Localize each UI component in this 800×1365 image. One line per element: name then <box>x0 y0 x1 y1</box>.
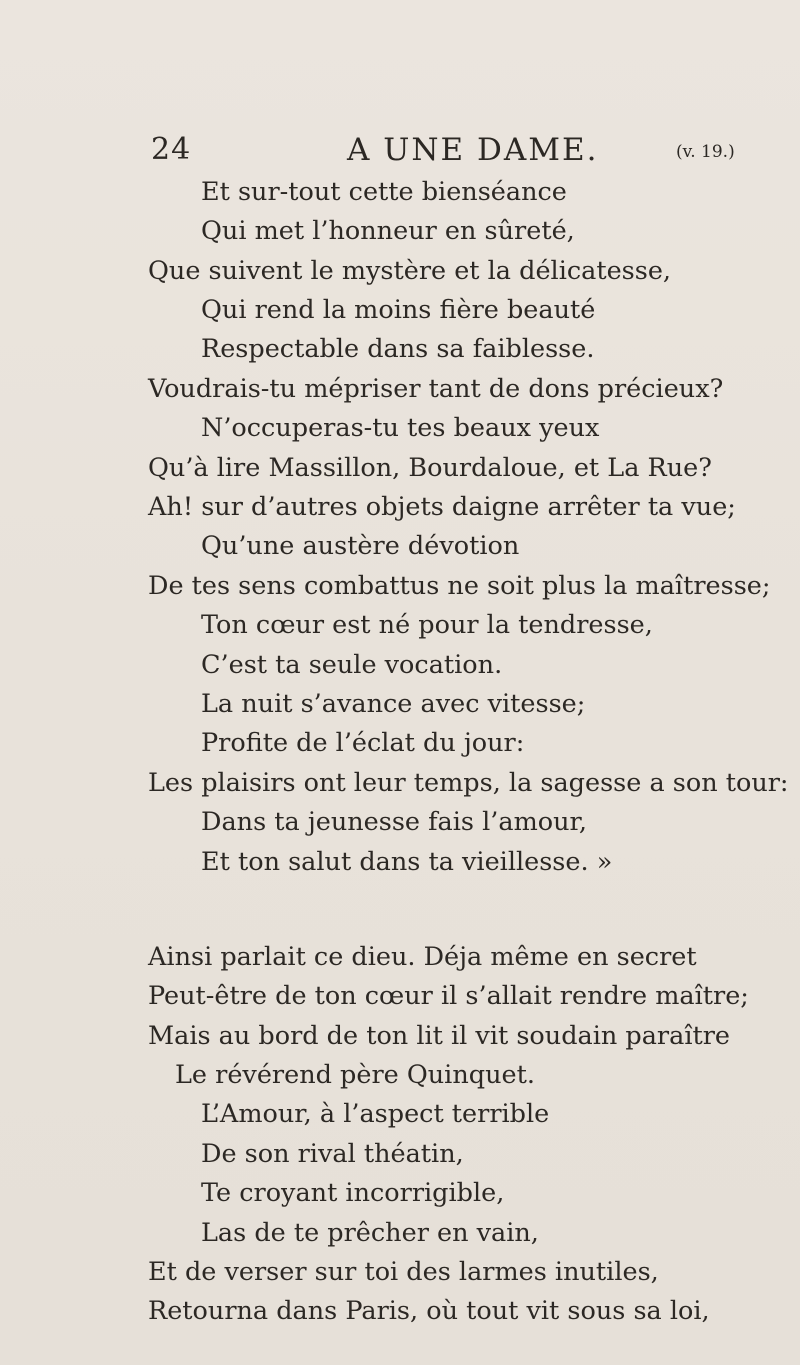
poem-line: Les plaisirs ont leur temps, la sagesse a son tour: <box>148 768 789 798</box>
poem-line: Ton cœur est né pour la tendresse, <box>201 610 653 640</box>
poem-line: Et de verser sur toi des larmes inutiles, <box>148 1257 659 1287</box>
poem-line: Ah! sur d’autres objets daigne arrêter ta vue; <box>148 492 736 522</box>
poem-line: Peut-être de ton cœur il s’allait rendre maître; <box>148 981 749 1011</box>
poem-line: De tes sens combattus ne soit plus la maîtresse; <box>148 571 771 601</box>
poem-line: L’Amour, à l’aspect terrible <box>201 1099 550 1129</box>
running-title: A UNE DAME. <box>347 132 599 168</box>
poem-line: Voudrais-tu mépriser tant de dons précieux? <box>148 374 724 404</box>
verse-reference: (v. 19.) <box>676 142 735 162</box>
poem-line: La nuit s’avance avec vitesse; <box>201 689 586 719</box>
poem-line: Le révérend père Quinquet. <box>175 1060 535 1090</box>
poem-line: De son rival théatin, <box>201 1139 464 1169</box>
poem-line: Et sur-tout cette bienséance <box>201 177 567 207</box>
poem-line: Qu’à lire Massillon, Bourdaloue, et La Rue? <box>148 453 712 483</box>
page-header <box>0 132 800 182</box>
poem-line: Ainsi parlait ce dieu. Déja même en secret <box>148 942 697 972</box>
poem-line: Respectable dans sa faiblesse. <box>201 334 595 364</box>
poem-line: Qui met l’honneur en sûreté, <box>201 216 575 246</box>
poem-line: N’occuperas-tu tes beaux yeux <box>201 413 600 443</box>
poem-line: Que suivent le mystère et la délicatesse, <box>148 256 672 286</box>
poem-line: Retourna dans Paris, où tout vit sous sa loi, <box>148 1296 710 1326</box>
poem-line: Dans ta jeunesse fais l’amour, <box>201 807 588 837</box>
poem-line: Las de te prêcher en vain, <box>201 1218 539 1248</box>
poem-line: Qu’une austère dévotion <box>201 531 520 561</box>
poem-line: C’est ta seule vocation. <box>201 650 503 680</box>
poem-line: Te croyant incorrigible, <box>201 1178 505 1208</box>
poem-line: Qui rend la moins fière beauté <box>201 295 596 325</box>
poem-line: Mais au bord de ton lit il vit soudain paraître <box>148 1021 731 1051</box>
page-number: 24 <box>151 132 192 167</box>
poem-line: Profite de l’éclat du jour: <box>201 728 525 758</box>
poem-line: Et ton salut dans ta vieillesse. » <box>201 847 613 877</box>
